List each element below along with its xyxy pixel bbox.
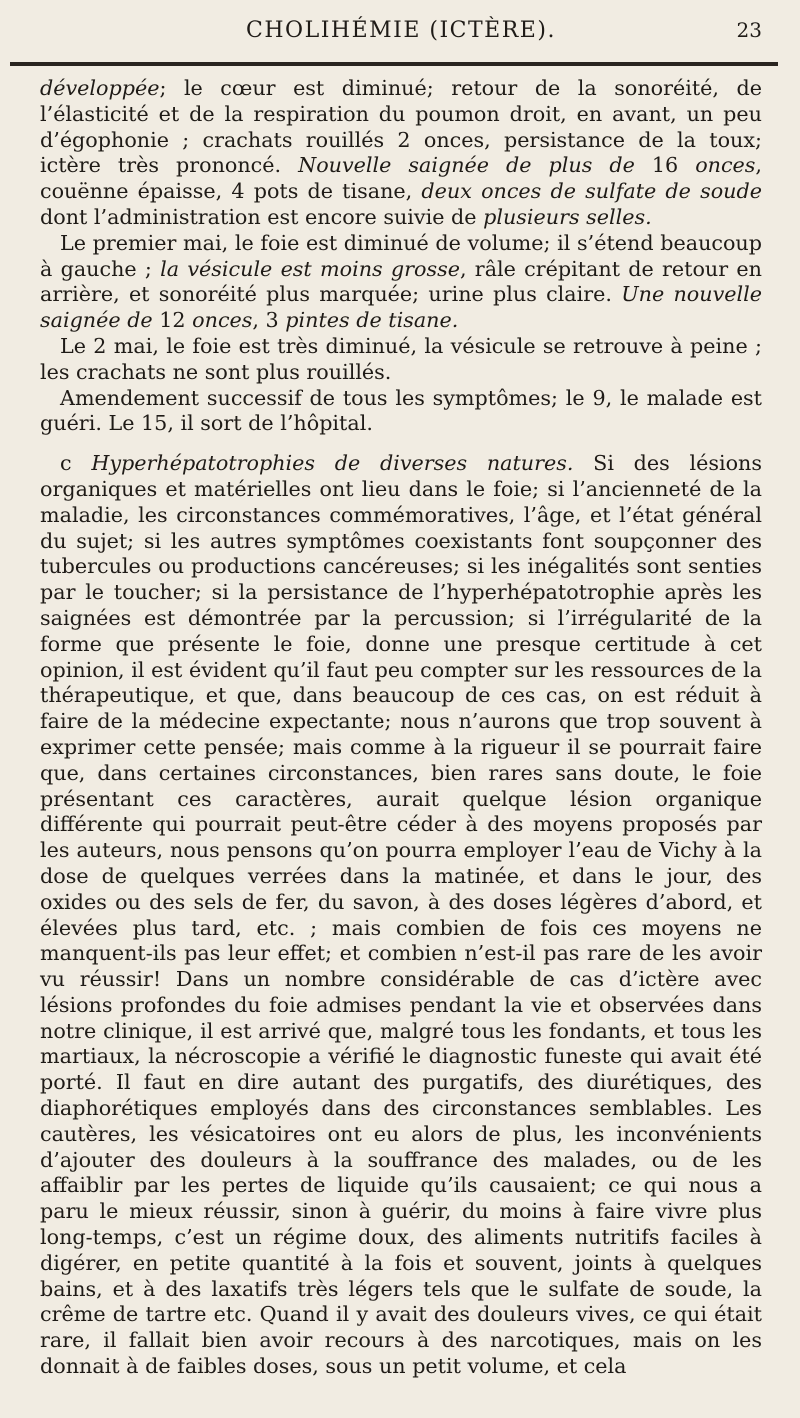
text-segment: la vésicule est moins grosse	[160, 256, 460, 281]
text-segment: c	[60, 451, 92, 476]
text-segment: Nouvelle saignée de plus de	[298, 153, 635, 178]
text-segment: dont l’administration est encore suivie de	[40, 204, 484, 229]
paragraph-5	[40, 451, 762, 1380]
text-segment: deux onces de sulfate de soude	[421, 179, 762, 204]
paragraph-3	[40, 334, 762, 386]
text-segment: plusieurs selles.	[483, 204, 652, 229]
running-head-title: CHOLIHÉMIE (ICTÈRE).	[246, 18, 556, 43]
text-segment: ; le cœur est diminué; retour de la sonoréité, de l’élasticité et de la respiration du poumon droit, en avant, un peu d’égophonie ; crachats rouillés 2 onces, persistance de la toux; ictère très prononcé.	[40, 76, 762, 178]
text-segment: onces	[695, 153, 756, 178]
paragraph-4	[40, 386, 762, 438]
text-segment: pintes de tisane.	[285, 308, 459, 333]
text-segment: Amendement successif de tous les symptômes; le 9, le malade est guéri. Le 15, il sort de l’hôpital.	[40, 385, 762, 436]
running-head	[40, 18, 762, 52]
text-segment: 16	[634, 153, 696, 178]
text-segment: , râle crépitant de retour en arrière, et sonoréité plus marquée; urine plus claire.	[40, 256, 762, 307]
text-segment: Une nouvelle saignée de	[40, 282, 762, 333]
page-number: 23	[736, 18, 762, 42]
header-rule	[10, 62, 778, 66]
body-text	[40, 76, 762, 1380]
section-heading: Hyperhépatotrophies de diverses natures.	[91, 451, 574, 476]
text-segment: onces	[192, 308, 253, 333]
paragraph-1	[40, 76, 762, 231]
paragraph-2	[40, 231, 762, 334]
text-segment: 12	[152, 308, 193, 333]
text-segment: Si des lésions organiques et matérielles ont lieu dans le foie; si l’ancienneté de la maladie, les circonstances commémoratives, l’âge, et l’état général du sujet; si les autres symptômes coexistants font soupçonner des tubercules ou productions cancéreuses; si les inégalités sont senties par le toucher; si la persistance de l’hyperhépatotrophie après les saignées est démontrée par la percussion; si l’irrégularité de la forme que présente le foie, donne une presque certitude à cet opinion, il est évident qu’il faut peu compter sur les ressources de la thérapeutique, et que, dans beaucoup de ces cas, on est réduit à faire de la médecine expectante; nous n’aurons que trop souvent à exprimer cette pensée; mais comme à la rigueur il se pourrait faire que, dans certaines circonstances, bien rares sans doute, le foie présentant ces caractères, aurait quelque lésion organique différente qui pourrait peut-être céder à des moyens proposés par les auteurs, nous pensons qu’on pourra employer l’eau de Vichy à la dose de quelques verrées dans la matinée, et dans le jour, des oxides ou des sels de fer, du savon, à des doses légères d’abord, et élevées plus tard, etc. ; mais combien de fois ces moyens ne manquent-ils pas leur effet; et combien n’est-il pas rare de les avoir vu réussir! Dans un nombre considérable de cas d’ictère avec lésions profondes du foie admises pendant la vie et observées dans notre clinique, il est arrivé que, malgré tous les fondants, et tous les martiaux, la nécroscopie a vérifié le diagnostic funeste qui avait été porté. Il faut en dire autant des purgatifs, des diurétiques, des diaphorétiques employés dans des circonstances semblables. Les cautères, les vésicatoires ont eu alors de plus, les inconvénients d’ajouter des douleurs à la souffrance des malades, ou de les affaiblir par les pertes de liquide qu’ils causaient; ce qui nous a paru le mieux réussir, sinon à guérir, du moins à faire vivre plus long-temps, c’est un régime doux, des aliments nutritifs faciles à digérer, en petite quantité à la fois et souvent, joints à quelques bains, et à des laxatifs très légers tels que le sulfate de soude, la crême de tartre etc. Quand il y avait des douleurs vives, ce qui était rare, il fallait bien avoir recours à des narcotiques, mais on les donnait à de faibles doses, sous un petit volume, et cela	[40, 451, 762, 1379]
text-segment: Le premier mai, le foie est diminué de volume; il s’étend beaucoup à gauche ;	[40, 230, 762, 281]
text-segment: Le 2 mai, le foie est très diminué, la vésicule se retrouve à peine ; les crachats ne sont plus rouillés.	[40, 333, 762, 384]
text-segment: , couënne épaisse, 4 pots de tisane,	[40, 153, 762, 204]
text-segment: développée	[40, 76, 160, 100]
text-segment: , 3	[252, 308, 286, 333]
